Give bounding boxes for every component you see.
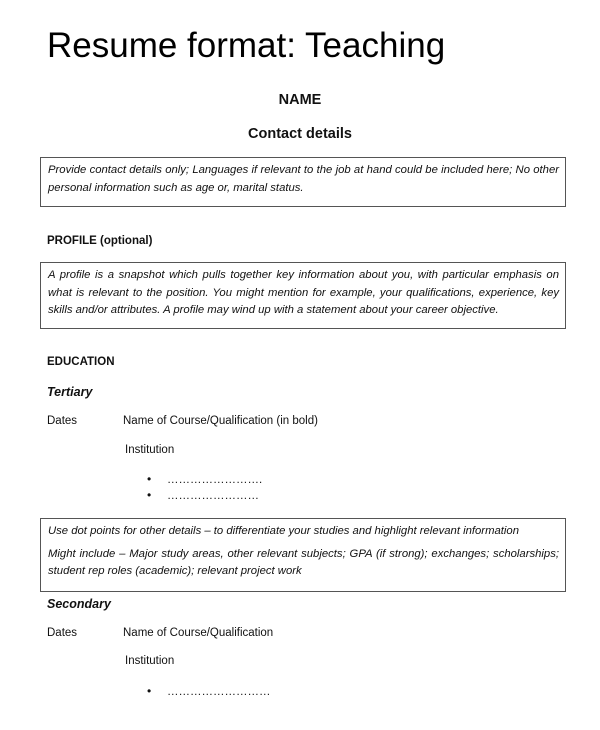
contact-details-note-box xyxy=(40,157,566,207)
bullet-icon: • xyxy=(147,488,152,502)
education-heading: EDUCATION xyxy=(47,356,115,368)
tertiary-heading: Tertiary xyxy=(47,385,93,399)
education-details-note-line-2: Might include – Major study areas, other relevant subjects; GPA (if strong); exchanges; scholarships; student rep roles (academic); relevant project work xyxy=(48,547,559,577)
secondary-institution-label: Institution xyxy=(125,655,175,667)
tertiary-bullet-2 xyxy=(147,488,259,502)
bullet-text: ……………………… xyxy=(167,686,271,698)
secondary-bullet-1 xyxy=(147,684,271,698)
profile-heading: PROFILE (optional) xyxy=(47,235,153,247)
bullet-icon: • xyxy=(147,684,152,698)
bullet-text: ……………………. xyxy=(167,474,263,486)
document-title: Resume format: Teaching xyxy=(47,26,446,65)
tertiary-course-label: Name of Course/Qualification (in bold) xyxy=(123,415,318,427)
tertiary-bullet-1 xyxy=(147,472,262,486)
secondary-course-label: Name of Course/Qualification xyxy=(123,627,274,639)
name-heading: NAME xyxy=(278,92,322,108)
secondary-heading: Secondary xyxy=(47,597,111,611)
tertiary-institution-label: Institution xyxy=(125,444,175,456)
profile-note-box xyxy=(40,262,566,329)
bullet-text: …………………… xyxy=(167,490,259,502)
education-details-note-box xyxy=(40,518,566,592)
contact-details-heading: Contact details xyxy=(248,126,352,142)
bullet-icon: • xyxy=(147,472,152,486)
tertiary-dates-label: Dates xyxy=(47,415,78,427)
contact-details-note: Provide contact details only; Languages if relevant to the job at hand could be included here; No other personal information such as age or, marital status. xyxy=(48,164,559,194)
education-details-note-line-1: Use dot points for other details – to differentiate your studies and highlight relevant information xyxy=(48,525,519,537)
secondary-dates-label: Dates xyxy=(47,627,78,639)
profile-note: A profile is a snapshot which pulls together key information about you, with particular emphasis on what is relevant to the position. You might mention for example, your qualifications, experience, key skills and/or attributes. A profile may wind up with a statement about your career objective. xyxy=(48,269,559,316)
